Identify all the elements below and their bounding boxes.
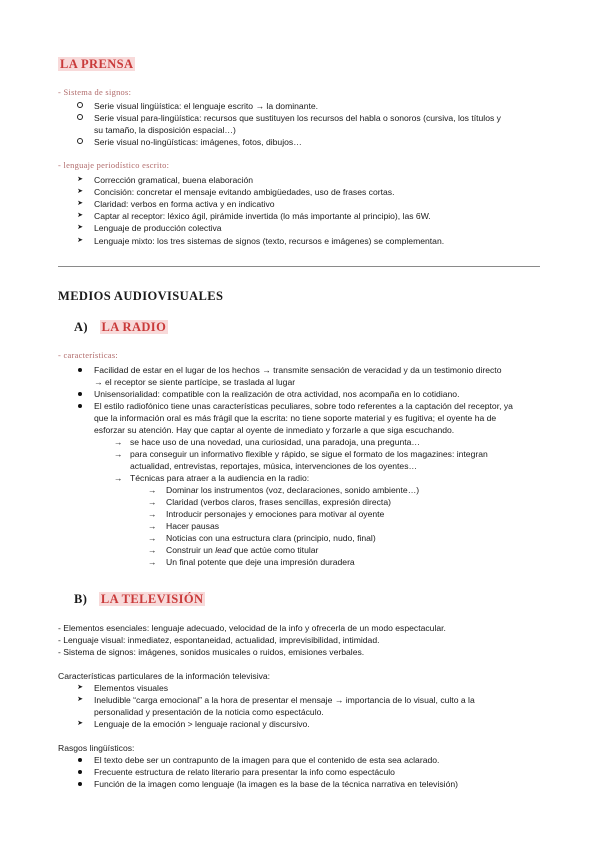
lenguaje-item: Concisión: concretar el mensaje evitando ambigüedades, uso de frases cortas. xyxy=(94,187,395,197)
arrow-right-icon: → xyxy=(147,497,157,507)
particulares-item: Lenguaje de la emoción > lenguaje racional y discursivo. xyxy=(94,719,310,729)
radio-letter: A) xyxy=(74,320,88,334)
tv-title: LA TELEVISIÓN xyxy=(100,592,204,606)
signos-label: - Sistema de signos: xyxy=(58,88,132,97)
tv-heading xyxy=(74,591,205,607)
rasgos-label: Rasgos lingüísticos: xyxy=(58,743,135,753)
rasgos-item: Función de la imagen como lenguaje (la imagen es la base de la técnica narrativa en televisión) xyxy=(94,779,459,789)
tv-letter: B) xyxy=(74,592,88,606)
signos-item: Serie visual lingüística: el lenguaje escrito → la dominante. xyxy=(94,101,319,111)
radio-bullet-cont: → el receptor se siente partícipe, se traslada al lugar xyxy=(94,377,296,387)
dot-bullet-icon xyxy=(74,388,86,400)
lenguaje-item: Corrección gramatical, buena elaboración xyxy=(94,175,254,185)
arrow-right-icon: → xyxy=(113,449,123,459)
arrow-right-icon: → xyxy=(147,533,157,543)
arrowhead-bullet-icon: ➤ xyxy=(77,224,83,231)
rasgos-item: El texto debe ser un contrapunto de la imagen para que el contenido de esta sea aclarado. xyxy=(94,755,440,765)
horizontal-divider xyxy=(58,266,540,267)
arrow-right-icon: → xyxy=(147,557,157,567)
particulares-item-cont: personalidad y presentación de la noticia como espectáculo. xyxy=(94,707,324,717)
arrow-right-icon: → xyxy=(147,545,157,555)
arrow-right-icon: → xyxy=(113,473,123,483)
page-title: LA PRENSA xyxy=(60,57,134,71)
rasgos-item: Frecuente estructura de relato literario para presentar la info como espectáculo xyxy=(94,767,395,777)
signos-item-cont: su tamaño, la disposición espacial…) xyxy=(94,125,236,135)
radio-bullet: Unisensorialidad: compatible con la realización de otra actividad, nos acompaña en lo cotidiano. xyxy=(94,389,460,399)
lenguaje-item: Captar al receptor: léxico ágil, pirámide invertida (lo más importante al principio), las 6W. xyxy=(94,211,431,221)
arrow-right-icon: → xyxy=(147,485,157,495)
radio-sub-item: Técnicas para atraer a la audiencia en la radio: xyxy=(130,473,310,483)
tecnica-item: Noticias con una estructura clara (principio, nudo, final) xyxy=(166,533,376,543)
lenguaje-item: Lenguaje mixto: los tres sistemas de signos (texto, recursos e imágenes) se complementan. xyxy=(94,236,445,246)
lenguaje-item: Lenguaje de producción colectiva xyxy=(94,223,222,233)
arrowhead-bullet-icon: ➤ xyxy=(77,696,83,703)
lenguaje-item: Claridad: verbos en forma activa y en indicativo xyxy=(94,199,275,209)
dot-bullet-icon xyxy=(74,766,86,778)
tecnica-item: Hacer pausas xyxy=(166,521,220,531)
tv-line: - Sistema de signos: imágenes, sonidos musicales o ruidos, emisiones verbales. xyxy=(58,647,365,657)
tecnica-item: Un final potente que deje una impresión duradera xyxy=(166,557,355,567)
arrow-right-icon: → xyxy=(113,437,123,447)
radio-bullet: El estilo radiofónico tiene unas características peculiares, sobre todo referentes a la captación del receptor, ya xyxy=(94,401,513,411)
arrow-right-icon: → xyxy=(147,509,157,519)
lead-term: lead xyxy=(215,545,232,555)
dot-bullet-icon xyxy=(74,754,86,766)
dot-bullet-icon xyxy=(74,778,86,790)
tecnica-item: Introducir personajes y emociones para motivar al oyente xyxy=(166,509,385,519)
tecnica-item: Dominar los instrumentos (voz, declaraciones, sonido ambiente…) xyxy=(166,485,420,495)
particulares-item: Ineludible “carga emocional” a la hora de presentar el mensaje → importancia de lo visual, culto a la xyxy=(94,695,475,705)
radio-sub-item: se hace uso de una novedad, una curiosidad, una paradoja, una pregunta… xyxy=(130,437,421,447)
signos-item: Serie visual para-lingüística: recursos que sustituyen los recursos del habla o sonoros (cursiva, los títulos y xyxy=(94,113,501,123)
arrowhead-bullet-icon: ➤ xyxy=(77,237,83,244)
radio-sub-item-cont: actualidad, entrevistas, reportajes, música, intervenciones de los oyentes… xyxy=(130,461,418,471)
arrowhead-bullet-icon: ➤ xyxy=(77,188,83,195)
radio-heading xyxy=(74,319,168,335)
dot-bullet-icon xyxy=(74,400,86,412)
circle-bullet-icon xyxy=(74,136,86,148)
tecnica-item: Construir un lead que actúe como titular xyxy=(166,545,319,555)
tv-line: - Elementos esenciales: lenguaje adecuado, velocidad de la info y ofrecerla de un modo espectacular. xyxy=(58,623,446,633)
circle-bullet-icon xyxy=(74,112,86,124)
arrowhead-bullet-icon: ➤ xyxy=(77,212,83,219)
caracteristicas-label: - características: xyxy=(58,351,119,360)
arrowhead-bullet-icon: ➤ xyxy=(77,720,83,727)
radio-title: LA RADIO xyxy=(101,320,167,334)
radio-bullet-cont: que la información oral es más frágil que la escrita: no tiene soporte material y es fugitiva; el oyente ha de xyxy=(94,413,497,423)
dot-bullet-icon xyxy=(74,364,86,376)
particulares-item: Elementos visuales xyxy=(94,683,169,693)
tecnica-item: Claridad (verbos claros, frases sencillas, expresión directa) xyxy=(166,497,391,507)
particulares-label: Características particulares de la información televisiva: xyxy=(58,671,271,681)
circle-bullet-icon xyxy=(74,100,86,112)
medios-heading: MEDIOS AUDIOVISUALES xyxy=(58,289,224,303)
arrowhead-bullet-icon: ➤ xyxy=(77,200,83,207)
arrowhead-bullet-icon: ➤ xyxy=(77,176,83,183)
signos-item: Serie visual no-lingüísticas: imágenes, fotos, dibujos… xyxy=(94,137,302,147)
radio-bullet-cont: esforzar su atención. Hay que captar al oyente de inmediato y forzarle a que siga escuchando. xyxy=(94,425,455,435)
tv-line: - Lenguaje visual: inmediatez, espontaneidad, actualidad, imprevisibilidad, intimidad. xyxy=(58,635,380,645)
lenguaje-label: - lenguaje periodístico escrito: xyxy=(58,161,170,170)
radio-bullet: Facilidad de estar en el lugar de los hechos → transmite sensación de veracidad y da un testimonio directo xyxy=(94,365,502,375)
arrow-right-icon: → xyxy=(147,521,157,531)
arrowhead-bullet-icon: ➤ xyxy=(77,684,83,691)
radio-sub-item: para conseguir un informativo flexible y rápido, se sigue el formato de los magazines: integran xyxy=(130,449,488,459)
